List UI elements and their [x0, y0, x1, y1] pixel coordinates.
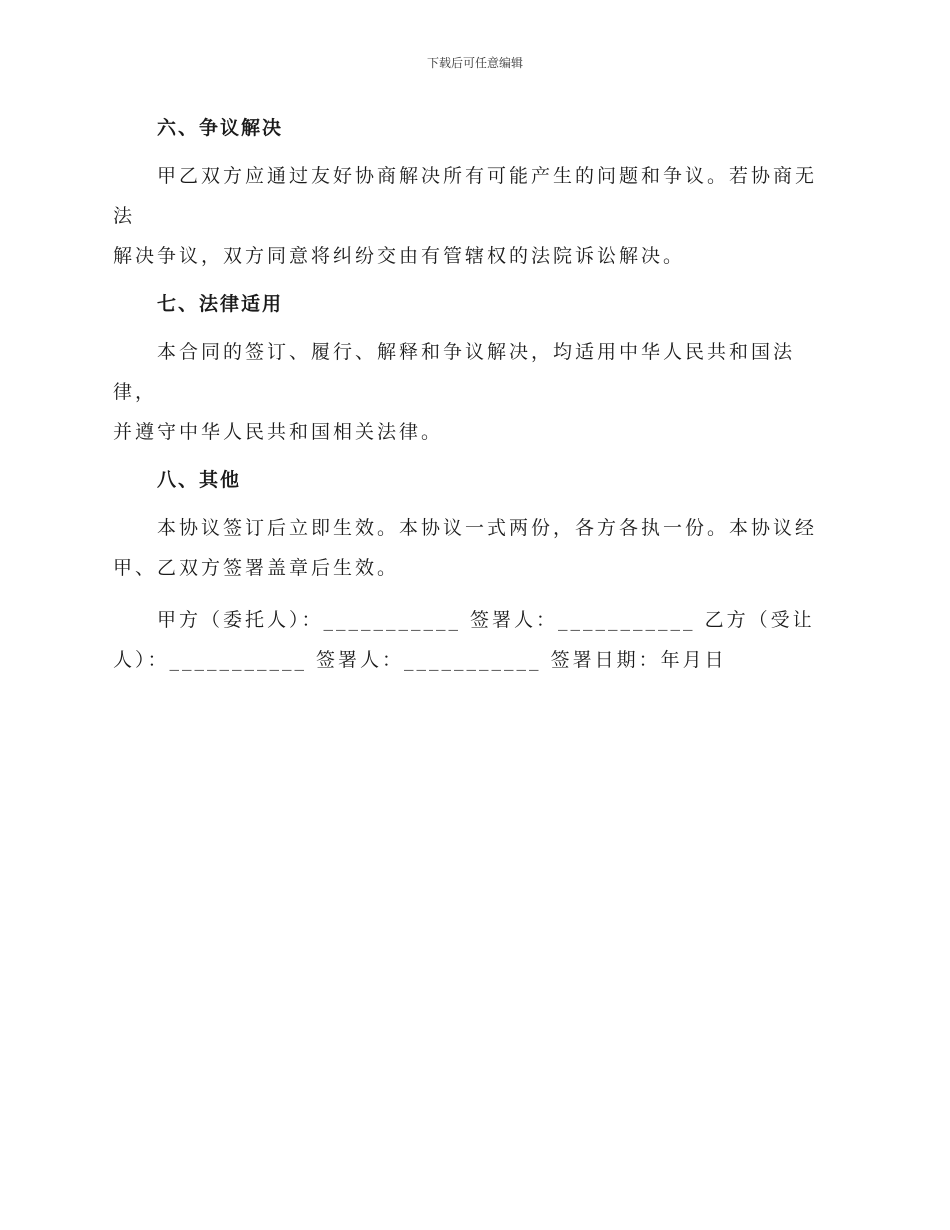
section-body-dispute-resolution: 甲乙双方应通过友好协商解决所有可能产生的问题和争议。若协商无法 解决争议，双方同意将纠纷交由有管辖权的法院诉讼解决。	[113, 165, 818, 267]
section-body-applicable-law: 本合同的签订、履行、解释和争议解决，均适用中华人民共和国法律， 并遵守中华人民共和国相关法律。	[113, 341, 796, 443]
document-body	[113, 112, 838, 680]
section-heading-applicable-law: 七、法律适用	[157, 293, 284, 315]
signature-block: 甲方（委托人）：___________ 签署人：___________ 乙方（受让 人）：___________ 签署人：___________ 签署日期：年月日	[113, 609, 815, 671]
section-body-other: 本协议签订后立即生效。本协议一式两份，各方各执一份。本协议经 甲、乙双方签署盖章后生效。	[113, 517, 818, 579]
page-header-note: 下载后可任意编辑	[426, 56, 523, 70]
section-heading-dispute-resolution: 六、争议解决	[157, 117, 284, 139]
section-heading-other: 八、其他	[157, 469, 242, 491]
